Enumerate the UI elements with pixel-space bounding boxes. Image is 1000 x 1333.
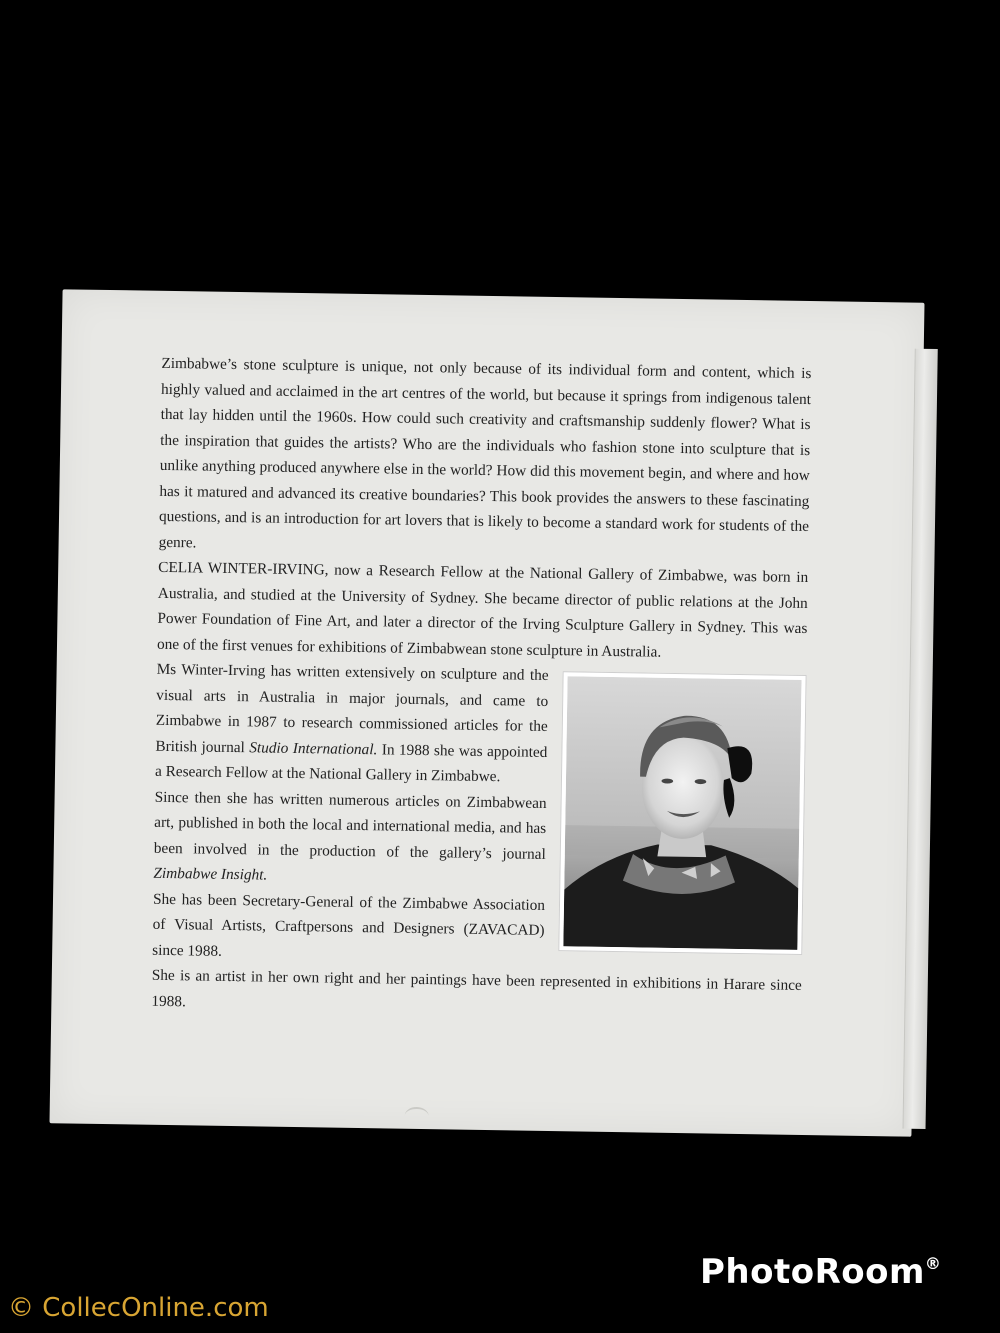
artist-paragraph: She is an artist in her own right and her paintings have been represented in exhibitions in Harare since 1988. (151, 966, 802, 1010)
book-spine (903, 349, 938, 1129)
cover-text (151, 351, 811, 1024)
career-text-end: In 1988 she was appointed a Research Fellow at the National Gallery in Zimbabwe. (154, 740, 548, 786)
author-photo (558, 671, 806, 955)
writing-text: Since then she has written numerous articles on Zimbabwean art, published in both the local and international media, and has been involved in the production of the gallery’s journal (153, 788, 547, 863)
photoroom-watermark (700, 1252, 941, 1292)
intro-paragraph: Zimbabwe’s stone sculpture is unique, not only because of its individual form and content, which is highly valued and acclaimed in the art centres of the world, but because it springs from indigenous talent that lay hidden until the 1960s. How could such creativity and craftsmanship suddenly flower? What is the inspiration that guides the artists? Who are the individuals who fashion stone into sculpture that is unlike anything produced anywhere else in the world? How did this movement begin, and where and how has it matured and advanced its creative boundaries? This book provides the answers to these fascinating questions, and is an introduction for art lovers that is likely to become a standard work for students of the genre. (158, 354, 812, 551)
cover-crease (405, 1107, 429, 1125)
collec-online-watermark: © CollecOnline.com (8, 1293, 269, 1323)
journal-title-zimbabwe-insight: Zimbabwe Insight. (153, 864, 268, 884)
career-text: Ms Winter-Irving has written extensively on sculpture and the visual arts in Australia in major journals, and came to Zimbabwe in 1987 to research commissioned articles for the British journal (155, 660, 549, 756)
author-bio-paragraph: CELIA WINTER-IRVING, now a Research Fellow at the National Gallery of Zimbabwe, was born in Australia, and studied at the University of Sydney. She became director of public relations at the John Power Foundation of Fine Art, and later a director of the Irving Sculpture Gallery in Sydney. This was one of the first venues for exhibitions of Zimbabwean stone sculpture in Australia. (156, 558, 809, 661)
author-portrait-image (563, 676, 801, 950)
book-back-cover (50, 289, 925, 1136)
registered-mark: ® (924, 1254, 942, 1273)
photoroom-text: PhotoRoom (700, 1252, 925, 1292)
zavacad-paragraph: She has been Secretary-General of the Zimbabwe Association of Visual Artists, Craftpersons and Designers (ZAVACAD) since 1988. (152, 890, 546, 960)
journal-title-studio-international: Studio International. (249, 738, 378, 758)
